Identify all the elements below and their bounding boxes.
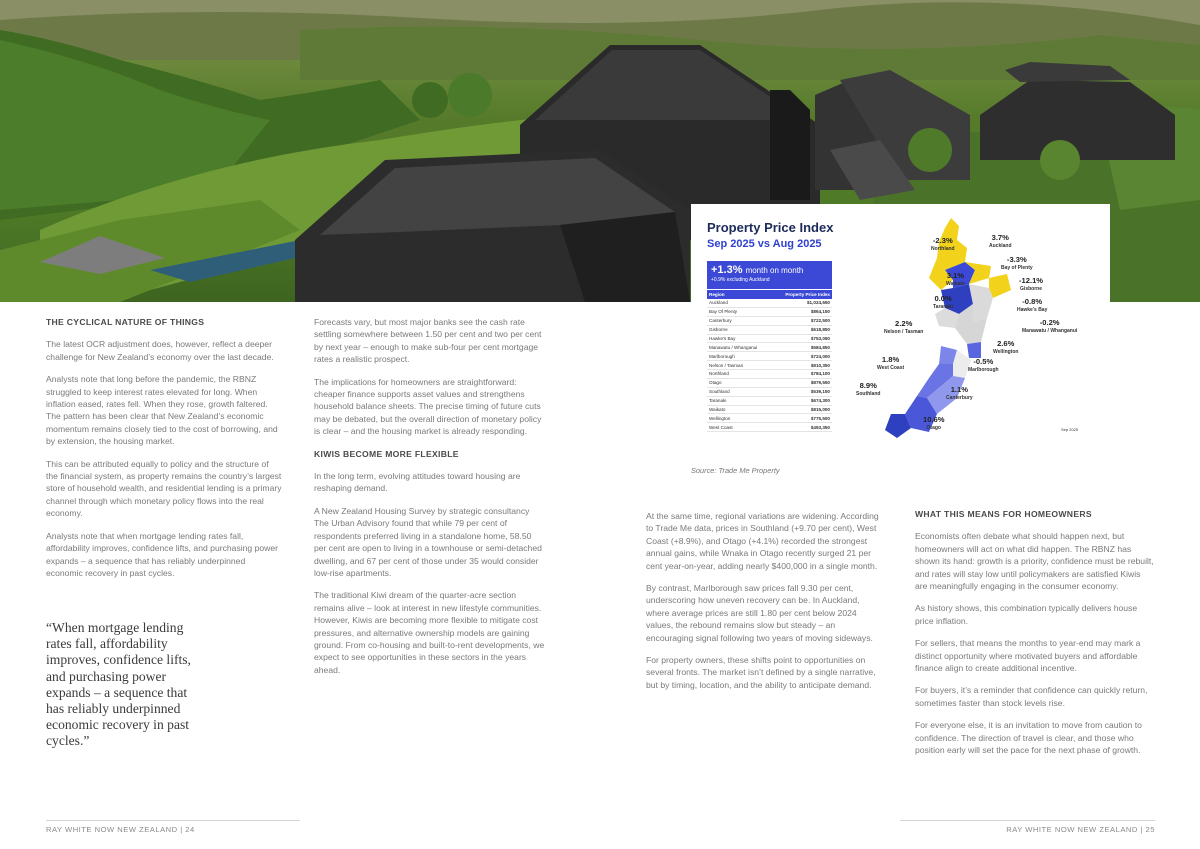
- table-row: [707, 307, 832, 316]
- table-row: [707, 352, 832, 361]
- region-cell: Auckland: [707, 299, 772, 307]
- footer-left: RAY WHITE NOW NEW ZEALAND | 24: [46, 825, 195, 834]
- table-header-index: Property Price Index: [772, 290, 832, 299]
- map-label-percent: -0.8%: [1022, 297, 1043, 306]
- region-cell: West Coast: [707, 423, 772, 432]
- map-label: [877, 356, 904, 372]
- table-row: [707, 378, 832, 387]
- map-label: [884, 320, 923, 336]
- region-cell: Taranaki: [707, 396, 772, 405]
- map-label-region: Taranaki: [933, 304, 954, 310]
- table-header-region: Region: [707, 290, 772, 299]
- footer-right: RAY WHITE NOW NEW ZEALAND | 25: [1006, 825, 1155, 834]
- table-row: [707, 405, 832, 414]
- map-label: [1019, 277, 1043, 293]
- price-cell: $753,050: [772, 334, 832, 343]
- price-cell: $584,850: [772, 343, 832, 352]
- map-label: [968, 358, 999, 374]
- price-cell: $674,300: [772, 396, 832, 405]
- infographic-source: Source: Trade Me Property: [691, 466, 780, 475]
- heading-homeowners: WHAT THIS MEANS FOR HOMEOWNERS: [915, 509, 1092, 519]
- price-cell: $784,100: [772, 370, 832, 379]
- map-label-region: Marlborough: [968, 367, 999, 373]
- map-label-percent: 2.6%: [997, 339, 1015, 348]
- map-label: [923, 416, 945, 432]
- map-label: [993, 340, 1018, 356]
- paragraph: For sellers, that means the months to year-end may mark a distinct opportunity where motivated buyers and affordable finance align to create additional incentive.: [915, 638, 1141, 674]
- paragraph: Analysts note that long before the pandemic, the RBNZ struggled to keep interest rates elevated for long. When inflation eased, rates fell. When they rose, growth faltered. The pattern has been clear that New Zealand’s economic momentum remains closely tied to the cost of borrowing, and by extension, the housing market.: [46, 374, 278, 447]
- property-price-index-infographic: [691, 204, 1110, 450]
- map-label-percent: 1.8%: [881, 355, 900, 364]
- table-row: [707, 361, 832, 370]
- paragraph: In the long term, evolving attitudes toward housing are reshaping demand.: [314, 471, 521, 494]
- map-label-region: Southland: [856, 391, 881, 397]
- price-cell: $722,500: [772, 316, 832, 325]
- headline-suffix: month on month: [745, 266, 804, 275]
- paragraph: By contrast, Marlborough saw prices fall 9.30 per cent, underscoring how uneven recovery can be. In Auckland, where average prices are still 1.80 per cent below 2024 values, the rebound remains slow but steady – an encouraging signal following two years of moving sideways.: [646, 583, 873, 643]
- map-label-region: West Coast: [877, 365, 905, 371]
- paragraph: The latest OCR adjustment does, however, reflect a deeper challenge for New Zealand’s economy over the last decade.: [46, 339, 274, 362]
- region-cell: Nelson / Tasman: [707, 361, 772, 370]
- headline-value: +1.3%: [711, 264, 743, 276]
- region-cell: Gisborne: [707, 325, 772, 334]
- table-row: [707, 325, 832, 334]
- column-cyclical: [46, 316, 282, 589]
- map-label-percent: 1.1%: [950, 385, 968, 394]
- paragraph: This can be attributed equally to policy and the structure of the financial system, as property remains the country’s largest store of household wealth, and residential lending is a primary channel through which monetary policy flows into the real economy.: [46, 458, 282, 519]
- map-label-region: Wellington: [993, 349, 1019, 355]
- price-cell: $879,550: [772, 378, 832, 387]
- heading-kiwis: KIWIS BECOME MORE FLEXIBLE: [314, 448, 459, 459]
- map-label-percent: 3.7%: [991, 233, 1009, 242]
- pull-quote: “When mortgage lending rates fall, affordability improves, confidence lifts, and purchasing power expands – a sequence that has reliably underpinned economic recovery in past cycles.”: [46, 620, 191, 749]
- column-kiwis: [314, 316, 546, 686]
- map-label-percent: 2.2%: [895, 319, 913, 328]
- map-label: [1001, 256, 1033, 272]
- map-label-region: Northland: [931, 246, 955, 252]
- map-label-region: Manawatu / Whanganui: [1022, 328, 1078, 334]
- headline-note: +0.9% excluding Auckland: [711, 277, 770, 283]
- region-cell: Marlborough: [707, 352, 772, 361]
- region-cell: Northland: [707, 370, 772, 379]
- region-cell: Bay Of Plenty: [707, 307, 772, 316]
- region-cell: Hawke's Bay: [707, 334, 772, 343]
- paragraph: For buyers, it’s a reminder that confidence can quickly return, sometimes faster than stock levels rise.: [915, 685, 1148, 708]
- paragraph: Forecasts vary, but most major banks see the cash rate settling somewhere between 1.50 per cent and two per cent by next year – enough to make sub-four per cent mortgage rates a realistic prospect.: [314, 317, 542, 365]
- footer-rule-right: [900, 820, 1155, 821]
- table-row: [707, 414, 832, 423]
- region-cell: Waikato: [707, 405, 772, 414]
- heading-cyclical: THE CYCLICAL NATURE OF THINGS: [46, 317, 205, 327]
- map-label-region: Auckland: [989, 243, 1012, 249]
- map-label-percent: 8.9%: [859, 381, 877, 390]
- paragraph: At the same time, regional variations are widening. According to Trade Me data, prices in Southland (+9.70 per cent), West Coast (+8.9%), and Otago (+4.1%) recorded the strongest annual gains, while W​naka in Otago recently surged 21 per cent year-on-year, adding nearly $400,000 in a single month.: [646, 511, 879, 571]
- paragraph: Analysts note that when mortgage lending rates fall, affordability improves, confidence lifts, and purchasing power expands – a sequence that has reliably underpinned economic recovery in past cycles.: [46, 530, 278, 578]
- column-regional: [646, 510, 882, 701]
- map-label-percent: -0.2%: [1039, 318, 1060, 327]
- map-label-percent: 10.6%: [923, 415, 945, 424]
- price-cell: $539,150: [772, 387, 832, 396]
- table-row: [707, 316, 832, 325]
- price-cell: $815,000: [772, 405, 832, 414]
- price-cell: $810,350: [772, 361, 832, 370]
- footer-rule-left: [46, 820, 300, 821]
- infographic-subtitle: Sep 2025 vs Aug 2025: [707, 238, 822, 250]
- paragraph: For everyone else, it is an invitation to move from caution to confidence. The direction of travel is clear, and those who position early will set the pace for the next phase of growth.: [915, 720, 1142, 756]
- region-cell: Canterbury: [707, 316, 772, 325]
- map-label-percent: -2.3%: [932, 236, 953, 245]
- map-label-region: Canterbury: [946, 395, 973, 401]
- map-label-percent: 0.0%: [934, 294, 952, 303]
- map-label: [931, 237, 955, 253]
- paragraph: For property owners, these shifts point to opportunities on several fronts. The market isn’t defined by a single narrative, but by timing, location, and the ability to anticipate demand.: [646, 655, 876, 690]
- map-label: [946, 386, 973, 402]
- table-row: [707, 396, 832, 405]
- map-label: [1022, 319, 1077, 335]
- table-row: [707, 387, 832, 396]
- date-note: Sep 2025: [1061, 427, 1079, 432]
- map-label-region: Otago: [926, 425, 941, 431]
- region-cell: Wellington: [707, 414, 772, 423]
- price-cell: $864,150: [772, 307, 832, 316]
- table-row: [707, 299, 832, 307]
- map-label-region: Waikato: [946, 281, 965, 287]
- paragraph: A New Zealand Housing Survey by strategic consultancy The Urban Advisory found that while 79 per cent of respondents preferred living in a standalone home, 58.50 per cent are open to living in a townhouse or semi-detached dwelling, and 67 per cent of those under 35 would consider low-rise apartments.: [314, 505, 542, 578]
- price-cell: $1,024,650: [772, 299, 832, 307]
- table-row: [707, 343, 832, 352]
- map-label: [933, 295, 953, 311]
- map-label-percent: -12.1%: [1019, 276, 1044, 285]
- map-label: [856, 382, 880, 398]
- region-cell: Southland: [707, 387, 772, 396]
- paragraph: Economists often debate what should happen next, but homeowners will act on what did happen. The RBNZ has shown its hand: growth is a priority, confidence must be rebuilt, and rates will stay low until policymakers are satisfied Kiwis are meaningfully engaging in the consumer economy.: [915, 531, 1154, 592]
- region-cell: Otago: [707, 378, 772, 387]
- price-cell: $618,850: [772, 325, 832, 334]
- map-label: [946, 272, 965, 288]
- infographic-title: Property Price Index: [707, 220, 834, 235]
- map-label-region: Nelson / Tasman: [884, 329, 924, 335]
- paragraph: The traditional Kiwi dream of the quarter-acre section remains alive – look at interest in new lifestyle communities. However, Kiwis are becoming more flexible to mitigate cost pressures, and alternative ownership models are gaining ground. From co-housing and built-to-rent developments, we expect to see opportunities in these sectors in the years ahead.: [314, 590, 545, 675]
- map-label: [989, 234, 1012, 250]
- map-label-region: Bay of Plenty: [1001, 265, 1033, 271]
- region-cell: Manawatu / Whanganui: [707, 343, 772, 352]
- map-label-percent: -0.5%: [973, 357, 994, 366]
- headline-box: [707, 261, 832, 289]
- map-label-region: Gisborne: [1020, 286, 1042, 292]
- price-cell: $724,000: [772, 352, 832, 361]
- map-label-percent: 3.1%: [946, 271, 965, 280]
- map-label: [1017, 298, 1047, 314]
- price-index-table: [707, 290, 832, 432]
- price-cell: $493,350: [772, 423, 832, 432]
- price-cell: $775,500: [772, 414, 832, 423]
- map-label-region: Hawke's Bay: [1017, 307, 1048, 313]
- map-label-percent: -3.3%: [1006, 255, 1027, 264]
- table-row: [707, 423, 832, 432]
- table-row: [707, 334, 832, 343]
- paragraph: As history shows, this combination typically delivers house price inflation.: [915, 603, 1138, 626]
- paragraph: The implications for homeowners are straightforward: cheaper finance supports asset values and strengthens household balance sheets. The precise timing of future cuts may be debated, but the overall direction of monetary policy is clear – and the housing market is already responding.: [314, 376, 542, 437]
- table-row: [707, 370, 832, 379]
- column-homeowners: [915, 508, 1155, 767]
